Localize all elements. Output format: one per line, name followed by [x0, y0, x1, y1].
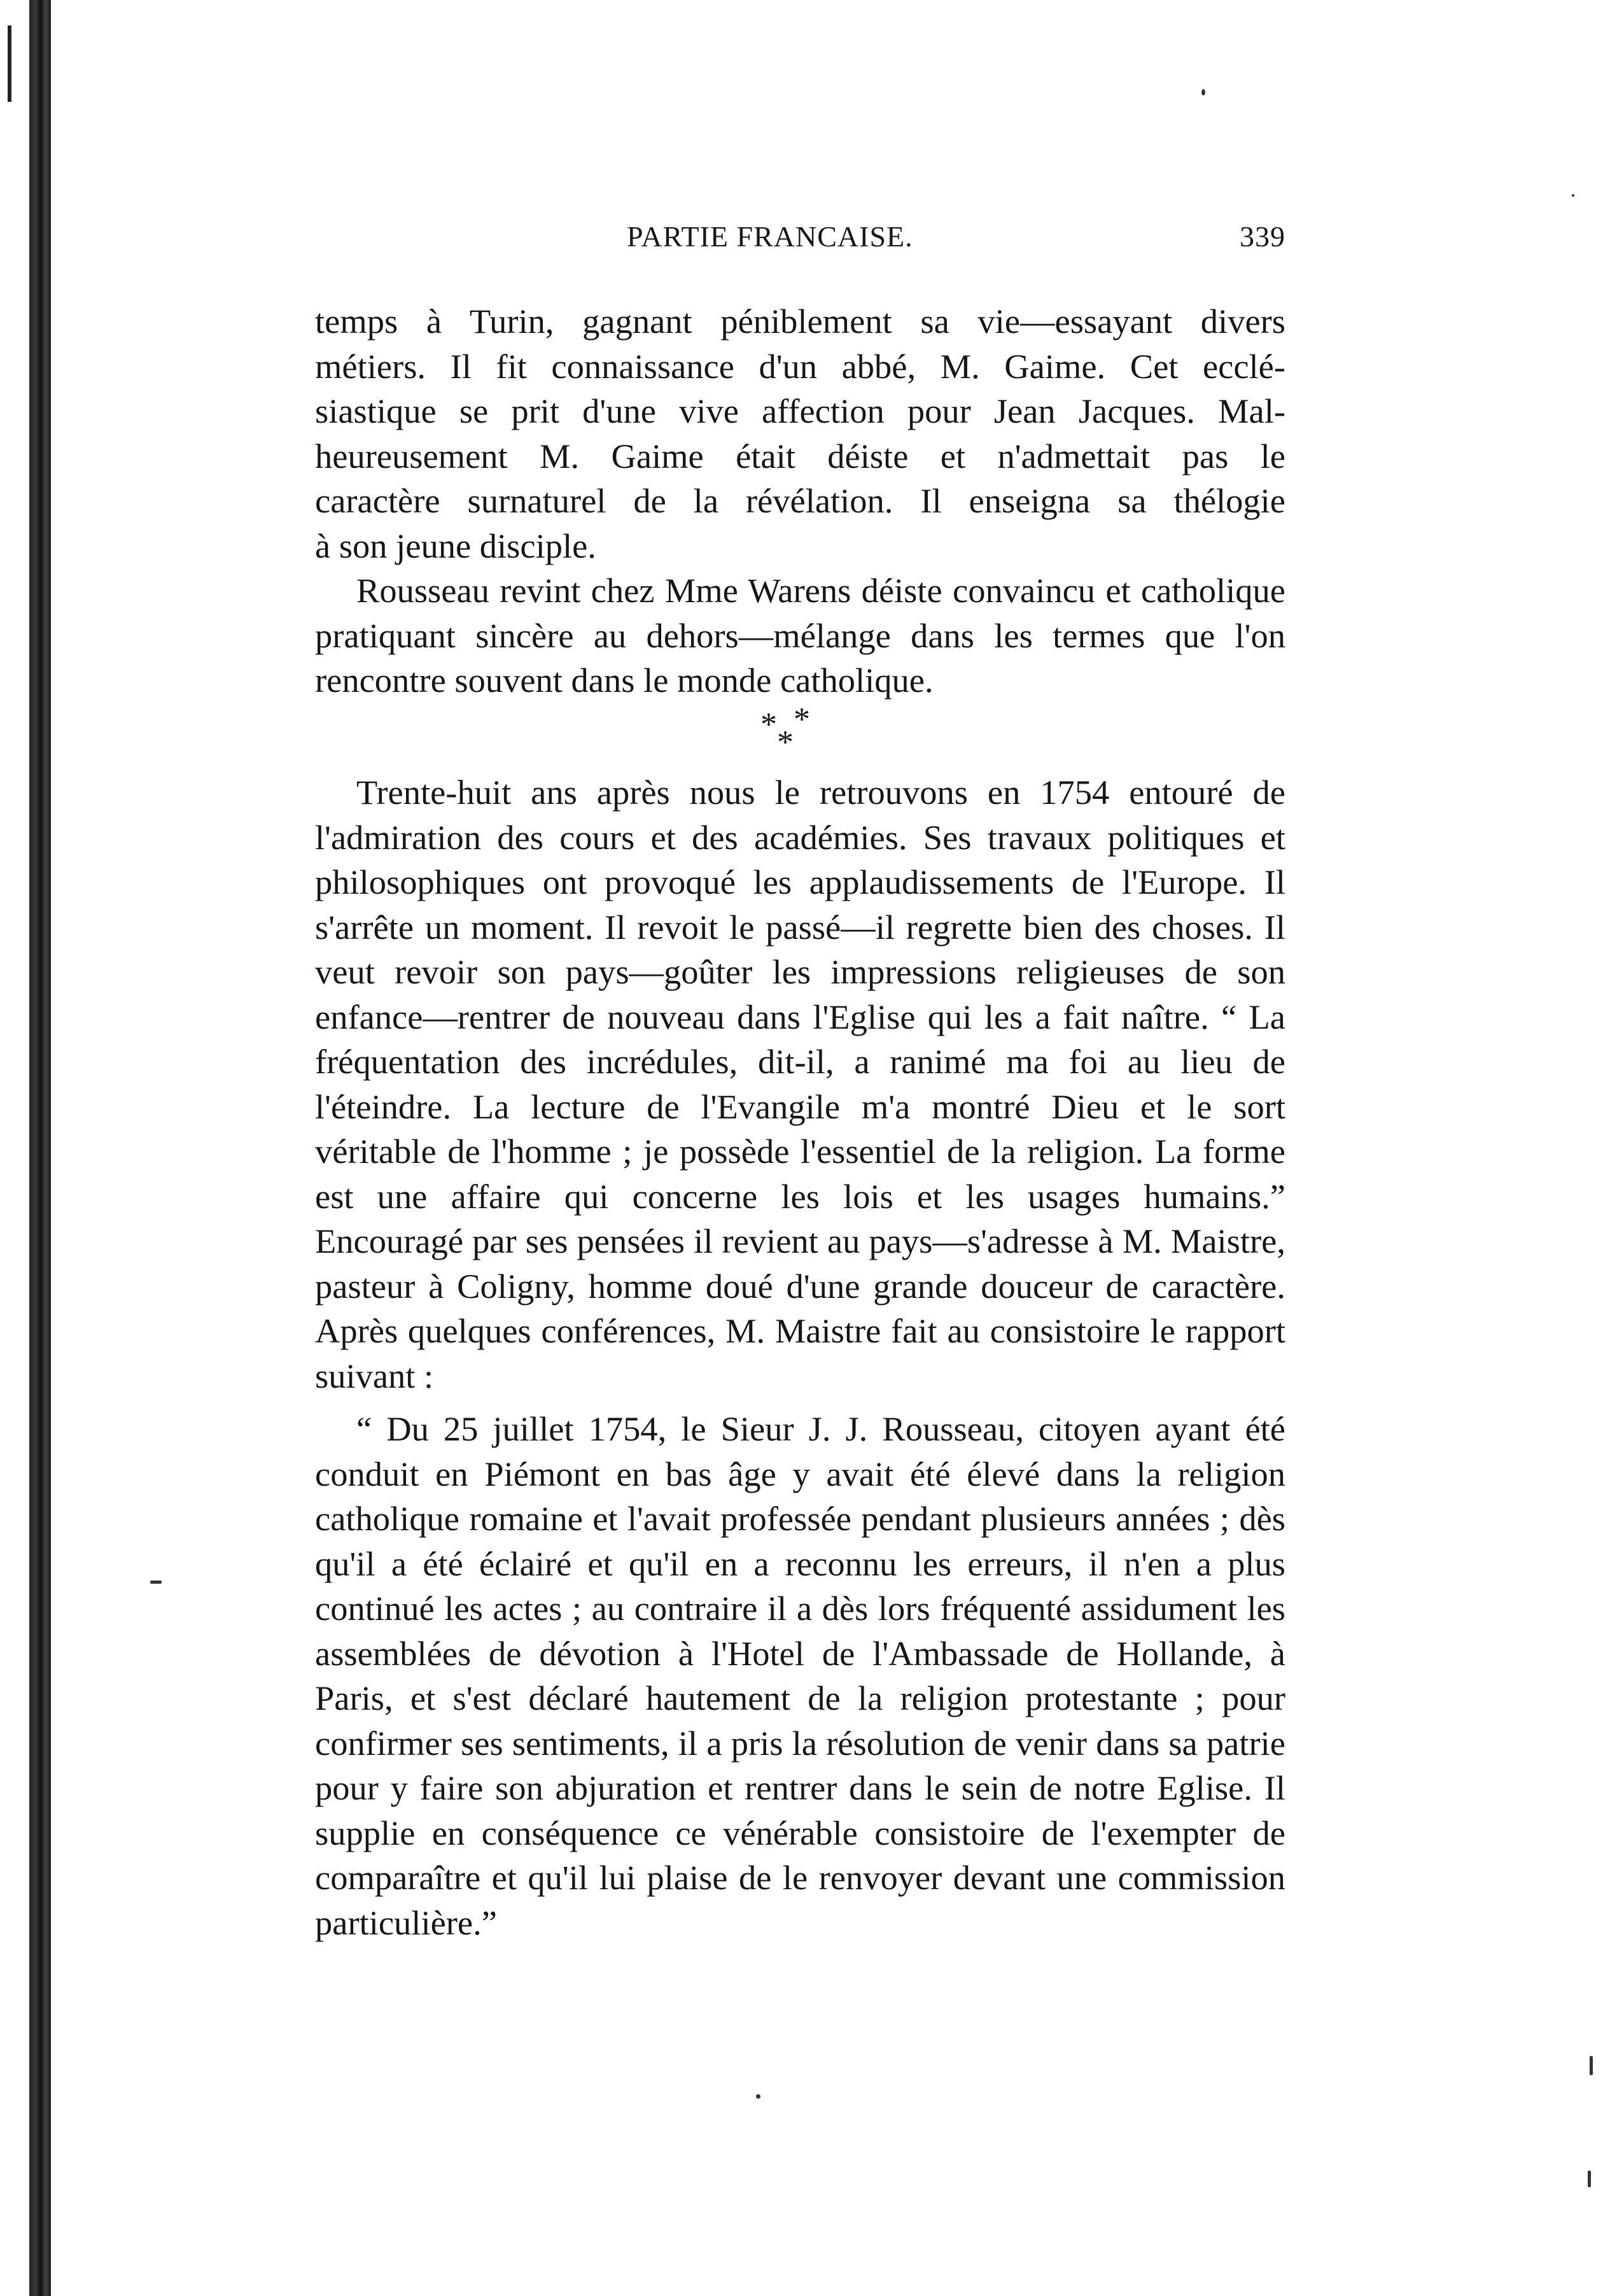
paragraph-1754-return: [315, 770, 1285, 1398]
paragraph: Rousseau revint chez Mme Warens déiste convaincu et catholique pratiquant sincère au dehors—mélange dans les termes que l'on rencontre souvent dans le monde catholique.: [315, 571, 1285, 700]
running-title: PARTIE FRANCAISE.: [627, 220, 913, 253]
scan-speck: [1588, 2171, 1591, 2187]
binding-edge-mark: [8, 25, 11, 102]
scan-speck: [1572, 194, 1574, 197]
running-header: [315, 220, 1285, 264]
scan-speck: [756, 2094, 760, 2099]
text-line: à son jeune disciple.: [315, 526, 596, 565]
text-line: heureusement M. Gaime était déiste et n'admettait pas le: [315, 436, 1285, 475]
quoted-paragraph: “ Du 25 juillet 1754, le Sieur J. J. Rousseau, citoyen ayant été conduit en Piémont en bas âge y avait été élevé dans la religion catholique romaine et l'avait professée pendant plusieurs années ; dès qu'il a été éclairé et qu'il en a reconnu les erreurs, il n'en a plus continué les actes ; au contraire il a dès lors fréquenté assidument les assemblées de dévotion à l'Hotel de l'Ambassade de Hollande, à Paris, et s'est déclaré hautement de la religion protestante ; pour confirmer ses sentiments, il a pris la résolution de venir dans sa patrie pour y faire son abjuration et rentrer dans le sein de notre Eglise. Il supplie en conséquence ce vénérable consistoire de l'exempter de comparaître et qu'il lui plaise de le renvoyer devant une commission particulière.”: [315, 1409, 1285, 1942]
text-line: temps à Turin, gagnant péniblement sa vie—essayant divers: [315, 302, 1285, 341]
binding-edge: [29, 0, 51, 2296]
text-line: caractère surnaturel de la révélation. Il enseigna sa thélogie: [315, 481, 1285, 520]
scan-speck: [1590, 2056, 1593, 2075]
text-line: métiers. Il fit connaissance d'un abbé, M. Gaime. Cet ecclé-: [315, 346, 1285, 386]
text-line: siastique se prit d'une vive affection pour Jean Jacques. Mal-: [315, 391, 1285, 430]
asterism-separator: [760, 703, 837, 761]
page-number: 339: [1240, 220, 1285, 253]
continued-paragraph: [315, 299, 1285, 568]
asterism-star: *: [794, 701, 810, 738]
asterism-star: *: [777, 724, 794, 761]
scan-speck: [1201, 89, 1205, 95]
scan-speck: [150, 1581, 162, 1584]
paragraph-consistory-report: [315, 1407, 1285, 1945]
paragraph-mme-warens: [315, 568, 1285, 703]
paragraph: Trente-huit ans après nous le retrouvons en 1754 entouré de l'admiration des cours et des académies. Ses travaux politiques et philosophiques ont provoqué les applaudissements de l'Europe. Il s'arrête un moment. Il revoit le passé—il regrette bien des choses. Il veut revoir son pays—goûter les impressions religieuses de son enfance—rentrer de nouveau dans l'Eglise qui les a fait naître. “ La fréquentation des incrédules, dit-il, a ranimé ma foi au lieu de l'éteindre. La lecture de l'Evangile m'a montré Dieu et le sort véritable de l'homme ; je possède l'essentiel de la religion. La forme est une affaire qui concerne les lois et les usages humains.” Encouragé par ses pensées il revient au pays—s'adresse à M. Maistre, pasteur à Coligny, homme doué d'une grande douceur de caractère. Après quelques conférences, M. Maistre fait au consistoire le rapport suivant :: [315, 773, 1285, 1395]
asterism-star: *: [760, 707, 777, 743]
